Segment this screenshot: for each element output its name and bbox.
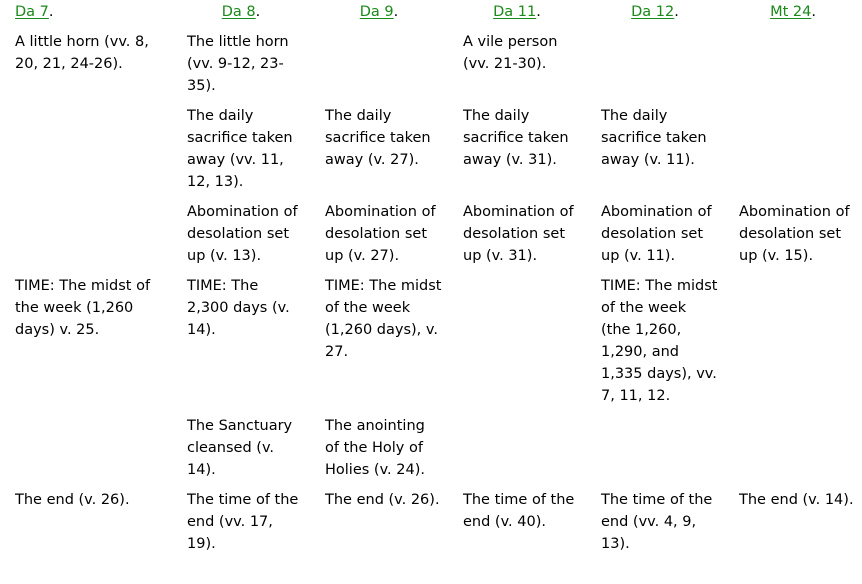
table-cell: Abomination of desolation set up (v. 11). <box>601 204 712 264</box>
table-cell: The daily sacrifice taken away (v. 31). <box>463 108 569 168</box>
table-cell <box>310 31 448 105</box>
table-cell <box>724 275 862 415</box>
link-da11[interactable]: Da 11 <box>493 4 537 20</box>
row-sanctuary <box>0 415 862 489</box>
row-end <box>0 489 862 563</box>
link-da8[interactable]: Da 8 <box>221 4 256 20</box>
header-mt24: Mt 24. <box>770 4 816 20</box>
row-abomination <box>0 201 862 275</box>
table-cell <box>586 415 724 489</box>
header-da8: Da 8. <box>221 4 261 20</box>
table-cell <box>724 105 862 201</box>
table-cell: The time of the end (vv. 4, 9, 13). <box>601 492 713 552</box>
table-cell <box>724 31 862 105</box>
link-mt24[interactable]: Mt 24 <box>770 4 812 20</box>
table-cell: TIME: The midst of the week (1,260 days) v. 25. <box>15 278 151 338</box>
row-daily-sacrifice <box>0 105 862 201</box>
table-cell: Abomination of desolation set up (v. 15). <box>739 204 850 264</box>
row-time <box>0 275 862 415</box>
table-cell <box>0 105 172 201</box>
table-cell: The Sanctuary cleansed (v. 14). <box>187 418 293 478</box>
table-cell: The daily sacrifice taken away (vv. 11, 12, 13). <box>187 108 293 190</box>
table-cell: The time of the end (vv. 17, 19). <box>187 492 299 552</box>
row-horn <box>0 31 862 105</box>
table-cell: The daily sacrifice taken away (v. 27). <box>325 108 431 168</box>
table-cell: TIME: The 2,300 days (v. 14). <box>187 278 290 338</box>
table-cell <box>0 415 172 489</box>
table-cell: The little horn (vv. 9-12, 23-35). <box>187 34 289 94</box>
prophecy-comparison-table <box>0 1 862 563</box>
table-cell: The end (v. 26). <box>325 492 440 508</box>
table-cell: The anointing of the Holy of Holies (v. 24). <box>325 418 425 478</box>
table-cell: TIME: The midst of the week (1,260 days), v. 27. <box>325 278 442 360</box>
table-cell: Abomination of desolation set up (v. 31). <box>463 204 574 264</box>
table-cell <box>724 415 862 489</box>
table-cell: The end (v. 14). <box>739 492 854 508</box>
link-da9[interactable]: Da 9 <box>359 4 394 20</box>
header-da11: Da 11. <box>493 4 541 20</box>
table-cell: The end (v. 26). <box>15 492 130 508</box>
link-da7[interactable]: Da 7 <box>15 4 49 20</box>
table-cell: The daily sacrifice taken away (v. 11). <box>601 108 707 168</box>
table-cell: The time of the end (v. 40). <box>463 492 575 530</box>
table-cell <box>448 415 586 489</box>
table-cell: A little horn (vv. 8, 20, 21, 24-26). <box>15 34 149 72</box>
header-da12: Da 12. <box>631 4 679 20</box>
table-cell: TIME: The midst of the week (the 1,260, 1,290, and 1,335 days), vv. 7, 11, 12. <box>601 278 718 404</box>
link-da12[interactable]: Da 12 <box>631 4 675 20</box>
table-cell: Abomination of desolation set up (v. 13). <box>187 204 298 264</box>
table-cell: A vile person (vv. 21-30). <box>463 34 558 72</box>
table-cell <box>448 275 586 415</box>
table-cell: Abomination of desolation set up (v. 27). <box>325 204 436 264</box>
table-cell <box>586 31 724 105</box>
header-da9: Da 9. <box>359 4 399 20</box>
table-cell <box>0 201 172 275</box>
header-da7: Da 7. <box>15 4 54 20</box>
header-row <box>0 1 862 31</box>
